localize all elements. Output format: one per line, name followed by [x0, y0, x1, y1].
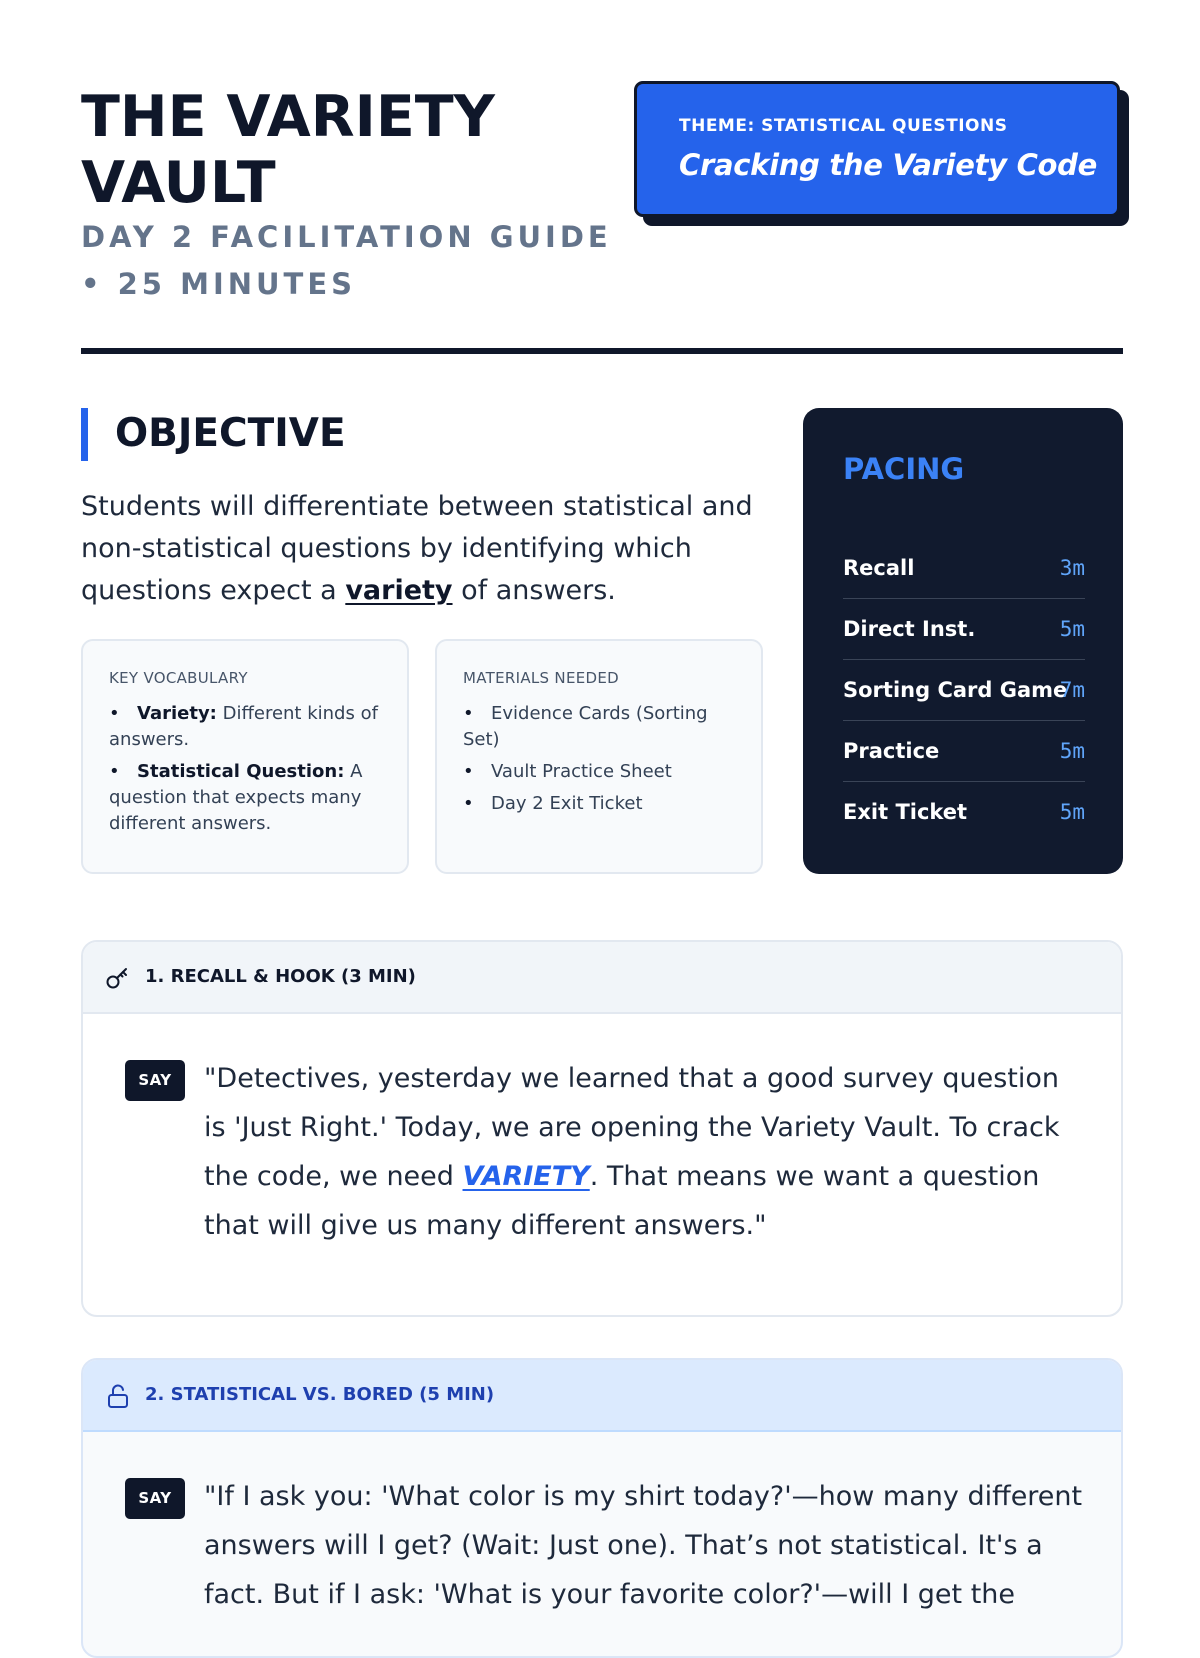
vocab-definition: Different kinds of answers. — [109, 703, 378, 750]
pacing-heading: PACING — [843, 452, 965, 486]
vocab-definition: A question that expects many different answers. — [109, 761, 363, 834]
section-statistical-vs-bored — [81, 1358, 1123, 1658]
key-icon — [105, 965, 131, 991]
vocabulary-card — [81, 639, 409, 874]
page-title: THE VARIETY VAULT — [81, 84, 495, 216]
pacing-label: Recall — [843, 556, 915, 580]
pacing-row-sorting-card-game — [843, 660, 1085, 721]
vocabulary-list — [109, 701, 381, 837]
materials-heading: MATERIALS NEEDED — [463, 669, 619, 687]
list-item: • Evidence Cards (Sorting Set) — [463, 701, 735, 753]
materials-card — [435, 639, 763, 874]
materials-list — [463, 701, 735, 817]
list-item — [109, 701, 381, 753]
page-subtitle: DAY 2 FACILITATION GUIDE • 25 MINUTES — [81, 220, 612, 301]
section-title: 2. STATISTICAL VS. BORED (5 MIN) — [145, 1384, 495, 1405]
pacing-row-practice — [843, 721, 1085, 782]
objective-heading: OBJECTIVE — [115, 411, 346, 456]
objective-text-end: of answers. — [452, 575, 616, 606]
list-item: • Vault Practice Sheet — [463, 759, 735, 785]
list-item — [109, 759, 381, 837]
theme-card — [634, 81, 1120, 217]
section-header — [83, 1360, 1121, 1432]
pacing-time: 7m — [1059, 678, 1085, 702]
pacing-row-exit-ticket — [843, 782, 1085, 843]
pacing-label: Practice — [843, 739, 940, 763]
say-script: "If I ask you: 'What color is my shirt today?'—how many different answers will I get? (Wait: Just one). That’s not statistical. It's a fact. But if I ask: 'What is your favorite color?'—will I get the — [204, 1481, 1083, 1610]
pacing-row-direct-inst — [843, 599, 1085, 660]
say-script — [204, 1054, 1084, 1250]
section-header — [83, 942, 1121, 1014]
say-badge: SAY — [125, 1478, 185, 1519]
pacing-label: Exit Ticket — [843, 800, 968, 824]
say-highlight: VARIETY — [462, 1161, 590, 1192]
objective-text — [81, 486, 771, 612]
vocabulary-heading: KEY VOCABULARY — [109, 669, 248, 687]
pacing-time: 5m — [1059, 739, 1085, 763]
pacing-time: 3m — [1059, 556, 1085, 580]
vocab-term: Variety: — [137, 703, 217, 724]
theme-label: THEME: STATISTICAL QUESTIONS — [679, 116, 1008, 136]
say-text-end: . That means we want a question that will give us many different answers." — [204, 1161, 1040, 1241]
objective-keyword: variety — [345, 575, 453, 606]
theme-title: Cracking the Variety Code — [679, 148, 1098, 182]
say-badge: SAY — [125, 1060, 185, 1101]
objective-accent-bar — [81, 408, 88, 461]
section-title: 1. RECALL & HOOK (3 MIN) — [145, 966, 416, 987]
unlock-icon — [105, 1383, 131, 1409]
pacing-label: Direct Inst. — [843, 617, 976, 641]
vocab-term: Statistical Question: — [137, 761, 345, 782]
pacing-panel — [803, 408, 1123, 874]
pacing-label: Sorting Card Game — [843, 678, 1068, 702]
objective-text-start: Students will differentiate between statistical and non-statistical questions by identifying which questions expect a — [81, 491, 753, 606]
header-divider — [81, 348, 1123, 354]
list-item: • Day 2 Exit Ticket — [463, 791, 735, 817]
pacing-row-recall — [843, 538, 1085, 599]
pacing-time: 5m — [1059, 617, 1085, 641]
section-recall-hook — [81, 940, 1123, 1317]
say-text-start: "Detectives, yesterday we learned that a good survey question is 'Just Right.' Today, we are opening the Variety Vault. To crack the code, we need — [204, 1063, 1060, 1192]
pacing-time: 5m — [1059, 800, 1085, 824]
